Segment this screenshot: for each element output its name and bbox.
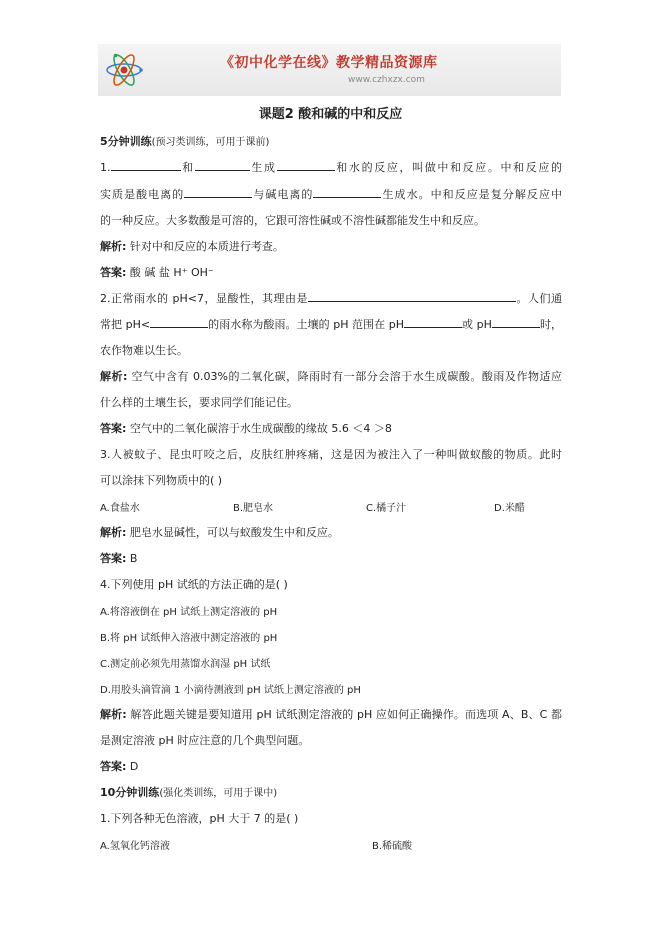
- analysis-text: 肥皂水显碱性，可以与蚁酸发生中和反应。: [126, 526, 339, 539]
- question-2-line-1: [100, 290, 562, 306]
- q5-option-a: A.氢氧化钙溶液: [100, 841, 170, 852]
- analysis-label: 解析:: [100, 708, 127, 721]
- analysis-text: 解答此题关键是要知道用 pH 试纸测定溶液的 pH 应如何正确操作。而选项 A、B、C 都: [126, 708, 563, 721]
- header-banner: [98, 44, 561, 96]
- section-heading-note: (预习类训练，可用于课前): [151, 137, 270, 148]
- analysis-label: 解析:: [100, 370, 128, 383]
- q2-text-6: 时，: [539, 318, 563, 331]
- document-title: 课题2 酸和碱的中和反应: [258, 107, 403, 122]
- section-heading-2: [100, 784, 277, 800]
- q3-option-c: C.橘子汁: [366, 503, 407, 514]
- q2-answer: [100, 420, 392, 436]
- q4-analysis-line-1: [100, 706, 562, 722]
- banner-title: 《初中化学在线》教学精品资源库: [220, 55, 438, 71]
- question-1-line-2: [100, 186, 562, 202]
- q1-number: 1.: [100, 161, 111, 174]
- q4-analysis-line-2: 是测定溶液 pH 时应注意的几个典型问题。: [100, 734, 310, 747]
- analysis-label: 解析:: [100, 240, 127, 253]
- question-1-line-3: 的一种反应。大多数酸是可溶的，它跟可溶性碱或不溶性碱都能发生中和反应。: [100, 214, 485, 227]
- analysis-label: 解析:: [100, 526, 127, 539]
- question-3-line-1: 3.人被蚊子、昆虫叮咬之后，皮肤红肿疼痛，这是因为被注入了一种叫做蚁酸的物质。此时: [100, 448, 562, 461]
- q1-blank-1: [111, 160, 181, 171]
- section-heading-note: (强化类训练，可用于课中): [159, 788, 278, 799]
- q4-answer: [100, 758, 138, 774]
- answer-label: 答案:: [100, 266, 127, 279]
- q3-answer: [100, 550, 137, 566]
- q2-blank-4: [492, 317, 540, 328]
- q1-blank-3: [277, 160, 335, 171]
- q2-text-2: 。人们通: [516, 292, 563, 305]
- q2-text-4: 的雨水称为酸雨。土壤的 pH 范围在 pH: [208, 318, 404, 331]
- q4-option-b: B.将 pH 试纸伸入溶液中测定溶液的 pH: [100, 633, 278, 644]
- section-heading: [100, 133, 269, 149]
- q4-option-a: A.将溶液倒在 pH 试纸上测定溶液的 pH: [100, 607, 278, 618]
- banner-url: www.czhxzx.com: [348, 75, 425, 85]
- q4-option-d: D.用胶头滴管滴 1 小滴待测液到 pH 试纸上测定溶液的 pH: [100, 685, 361, 696]
- q2-text-5: 或 pH: [462, 318, 492, 331]
- q3-analysis: [100, 524, 339, 540]
- question-2-line-2: [100, 316, 562, 332]
- q1-text-rest: 和水的反应，叫做中和反应。中和反应的: [334, 161, 563, 174]
- question-1-line-1: [100, 159, 562, 175]
- section-heading-label: 10分钟训练: [100, 786, 160, 799]
- answer-label: 答案:: [100, 552, 127, 565]
- answer-label: 答案:: [100, 760, 127, 773]
- answer-text: 酸 碱 盐 H⁺ OH⁻: [126, 266, 214, 279]
- q2-text-1: 2.正常雨水的 pH<7，显酸性，其理由是: [100, 292, 308, 305]
- q3-option-b: B.肥皂水: [233, 503, 274, 514]
- atom-logo-icon: [104, 48, 144, 92]
- q2-blank-3: [404, 317, 462, 328]
- q1-text-base: 与碱电离的: [252, 188, 314, 201]
- q5-option-b: B.稀硫酸: [372, 841, 413, 852]
- q2-blank-2: [150, 317, 208, 328]
- section-heading-label: 5分钟训练: [100, 135, 152, 148]
- q1-text-water: 生成水。中和反应是复分解反应中: [381, 188, 563, 201]
- q3-option-d: D.米醋: [494, 503, 525, 514]
- question-4-stem: 4.下列使用 pH 试纸的方法正确的是( ): [100, 578, 288, 591]
- q1-blank-5: [313, 187, 381, 198]
- q4-option-c: C.测定前必须先用蒸馏水润湿 pH 试纸: [100, 659, 271, 670]
- answer-text: B: [126, 552, 138, 565]
- question-3-line-2: 可以涂抹下列物质中的( ): [100, 474, 223, 487]
- q3-option-a: A.食盐水: [100, 503, 140, 514]
- q1-text-produce: 生成: [249, 161, 277, 174]
- q2-analysis-line-2: 什么样的土壤生长，要求同学们能记住。: [100, 396, 298, 409]
- q2-blank-1: [308, 291, 516, 302]
- q1-text-and: 和: [180, 161, 195, 174]
- question-2-line-3: 农作物难以生长。: [100, 344, 188, 357]
- q2-analysis-line-1: [100, 368, 562, 384]
- answer-text: D: [126, 760, 139, 773]
- question-5-stem: 1.下列各种无色溶液，pH 大于 7 的是( ): [100, 812, 299, 825]
- q1-analysis: [100, 238, 284, 254]
- answer-label: 答案:: [100, 422, 127, 435]
- q1-blank-4: [184, 187, 252, 198]
- answer-text: 空气中的二氧化碳溶于水生成碳酸的缘故 5.6 ＜4 ＞8: [126, 422, 392, 435]
- q2-text-3: 常把 pH<: [100, 318, 151, 331]
- analysis-text: 针对中和反应的本质进行考查。: [126, 240, 284, 253]
- q1-answer: [100, 264, 214, 280]
- q1-blank-2: [195, 160, 250, 171]
- analysis-text: 空气中含有 0.03%的二氧化碳，降雨时有一部分会溶于水生成碳酸。酸雨及作物适应: [127, 370, 562, 383]
- q1-text-acid: 实质是酸电离的: [100, 188, 185, 201]
